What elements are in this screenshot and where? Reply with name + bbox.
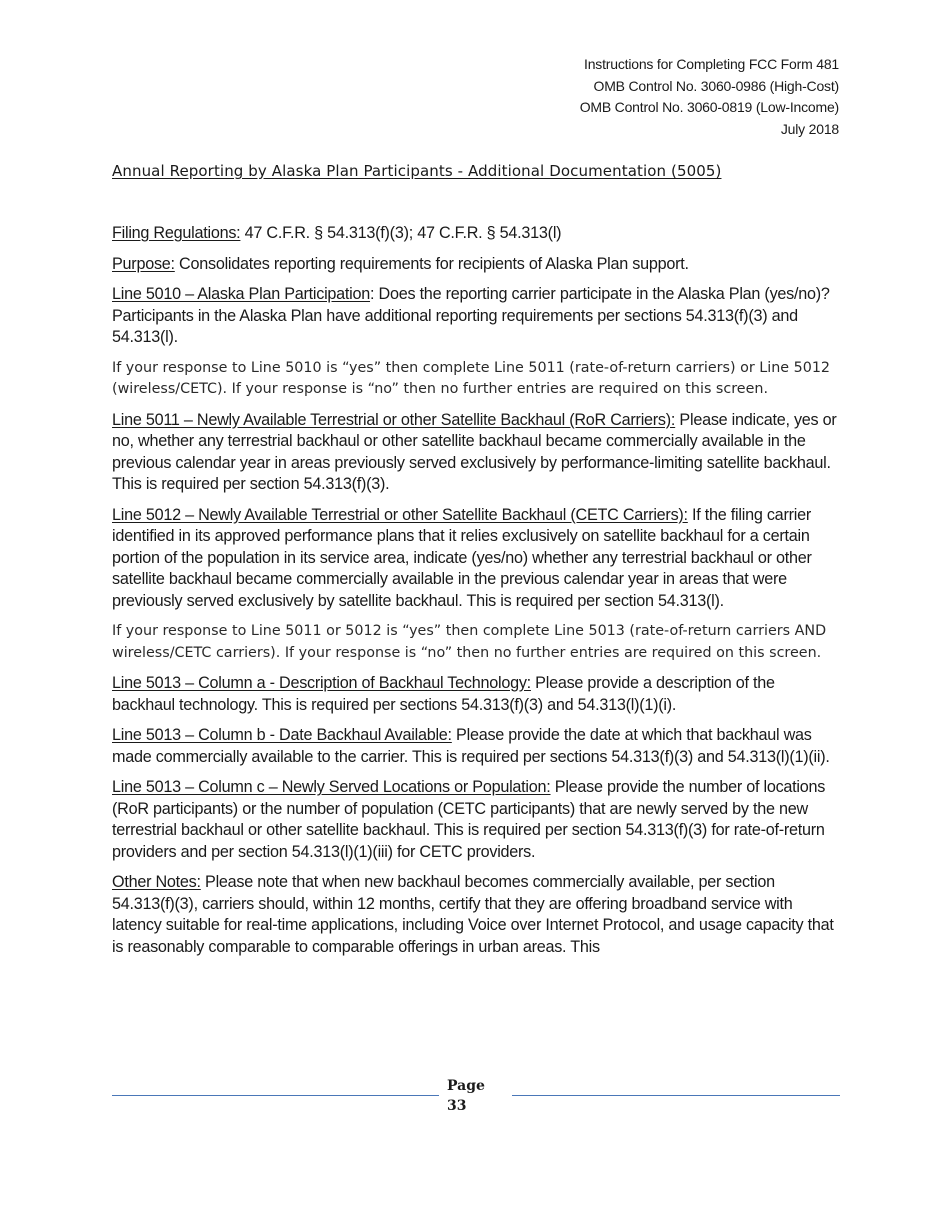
paragraph-line-5013-column-a: [112, 673, 840, 716]
paragraph-line-5013-column-c: [112, 777, 840, 863]
paragraph-text: If your response to Line 5010 is “yes” then complete Line 5011 (rate-of-return carriers) or Line 5012 (wireless/CETC). If your response is “no” then no further entries are required on this screen.: [112, 359, 831, 397]
paragraph-text: Please provide the number of locations (RoR participants) or the number of population (CETC participants) that are newly served by the new terrestrial backhaul or other satellite backhaul. This is required per section 54.313(f)(3) for rate-of-return providers and per section 54.313(l)(1)(iii) for CETC providers.: [112, 778, 826, 861]
paragraph-label: Line 5012 – Newly Available Terrestrial or other Satellite Backhaul (CETC Carriers):: [112, 505, 688, 524]
document-body: [112, 223, 840, 967]
footer-rule-left: [112, 1095, 439, 1096]
paragraph-text: Please provide the date at which that backhaul was made commercially available to the carrier. This is required per sections 54.313(f)(3) and 54.313(l)(1)(ii).: [112, 726, 830, 766]
header-date: July 2018: [780, 120, 839, 137]
paragraph-label: Filing Regulations:: [112, 224, 241, 242]
page-footer: [112, 1076, 840, 1116]
paragraph-text: If the filing carrier identified in its approved performance plans that it relies exclusively on satellite backhaul for a certain portion of the population in its service area, indicate (yes/no) whether any terrestrial backhaul or other satellite backhaul became commercially available in the previous calendar year in areas that were previously served exclusively by satellite backhaul. This is required per section 54.313(l).: [112, 505, 812, 610]
paragraph-other-notes: [112, 872, 840, 958]
paragraph-label: Other Notes:: [112, 873, 201, 891]
paragraph-label: Line 5013 – Column c – Newly Served Locations or Population:: [112, 778, 551, 796]
paragraph-text: Consolidates reporting requirements for recipients of Alaska Plan support.: [174, 254, 689, 273]
page-number: [447, 1076, 485, 1116]
paragraph-line-5013-column-b: [112, 725, 840, 768]
paragraph-label: Line 5013 – Column a - Description of Backhaul Technology:: [112, 674, 531, 692]
paragraph-label: Purpose:: [112, 254, 175, 273]
paragraph-note-5011-5012: [112, 621, 840, 664]
footer-rule-right: [512, 1095, 840, 1096]
paragraph-label: Line 5010 – Alaska Plan Participation: [112, 285, 371, 303]
paragraph-line-5011: [112, 410, 840, 496]
paragraph-line-5010: [112, 284, 840, 349]
page-label: Page: [447, 1078, 485, 1094]
paragraph-note-5010: [112, 358, 840, 401]
page-number-value: 33: [447, 1098, 467, 1114]
header-omb-low-income: OMB Control No. 3060-0819 (Low-Income): [579, 99, 839, 115]
paragraph-text: If your response to Line 5011 or 5012 is “yes” then complete Line 5013 (rate-of-return carriers AND wireless/CETC carriers). If your response is “no” then no further entries are required on this screen.: [112, 623, 827, 661]
paragraph-text: : Does the reporting carrier participate in the Alaska Plan (yes/no)? Participants in the Alaska Plan have additional reporting requirements per sections 54.313(f)(3) and 54.313(l).: [112, 285, 830, 346]
paragraph-text: Please provide a description of the backhaul technology. This is required per sections 54.313(f)(3) and 54.313(l)(1)(i).: [112, 674, 775, 714]
paragraph-text: 47 C.F.R. § 54.313(f)(3); 47 C.F.R. § 54.313(l): [240, 224, 562, 242]
paragraph-label: Line 5011 – Newly Available Terrestrial or other Satellite Backhaul (RoR Carriers):: [112, 410, 676, 429]
paragraph-filing-regulations: [112, 223, 840, 245]
paragraph-text: Please note that when new backhaul becomes commercially available, per section 54.313(f)(3), carriers should, within 12 months, certify that they are offering broadband service with latency suitable for real-time applications, including Voice over Internet Protocol, and usage capacity that is reasonably comparable to comparable offerings in urban areas. This: [112, 873, 834, 956]
paragraph-line-5012: [112, 505, 840, 613]
document-header: [580, 54, 839, 140]
paragraph-label: Line 5013 – Column b - Date Backhaul Available:: [112, 726, 452, 744]
paragraph-purpose: [112, 254, 840, 276]
header-form-title: Instructions for Completing FCC Form 481: [584, 56, 839, 72]
section-title: Annual Reporting by Alaska Plan Participants - Additional Documentation (5005): [112, 162, 722, 180]
paragraph-text: Please indicate, yes or no, whether any terrestrial backhaul or other satellite backhaul became commercially available in the previous calendar year in areas previously served exclusively by performance-limiting satellite backhaul. This is required per section 54.313(f)(3).: [112, 410, 837, 493]
header-omb-high-cost: OMB Control No. 3060-0986 (High-Cost): [593, 77, 839, 94]
